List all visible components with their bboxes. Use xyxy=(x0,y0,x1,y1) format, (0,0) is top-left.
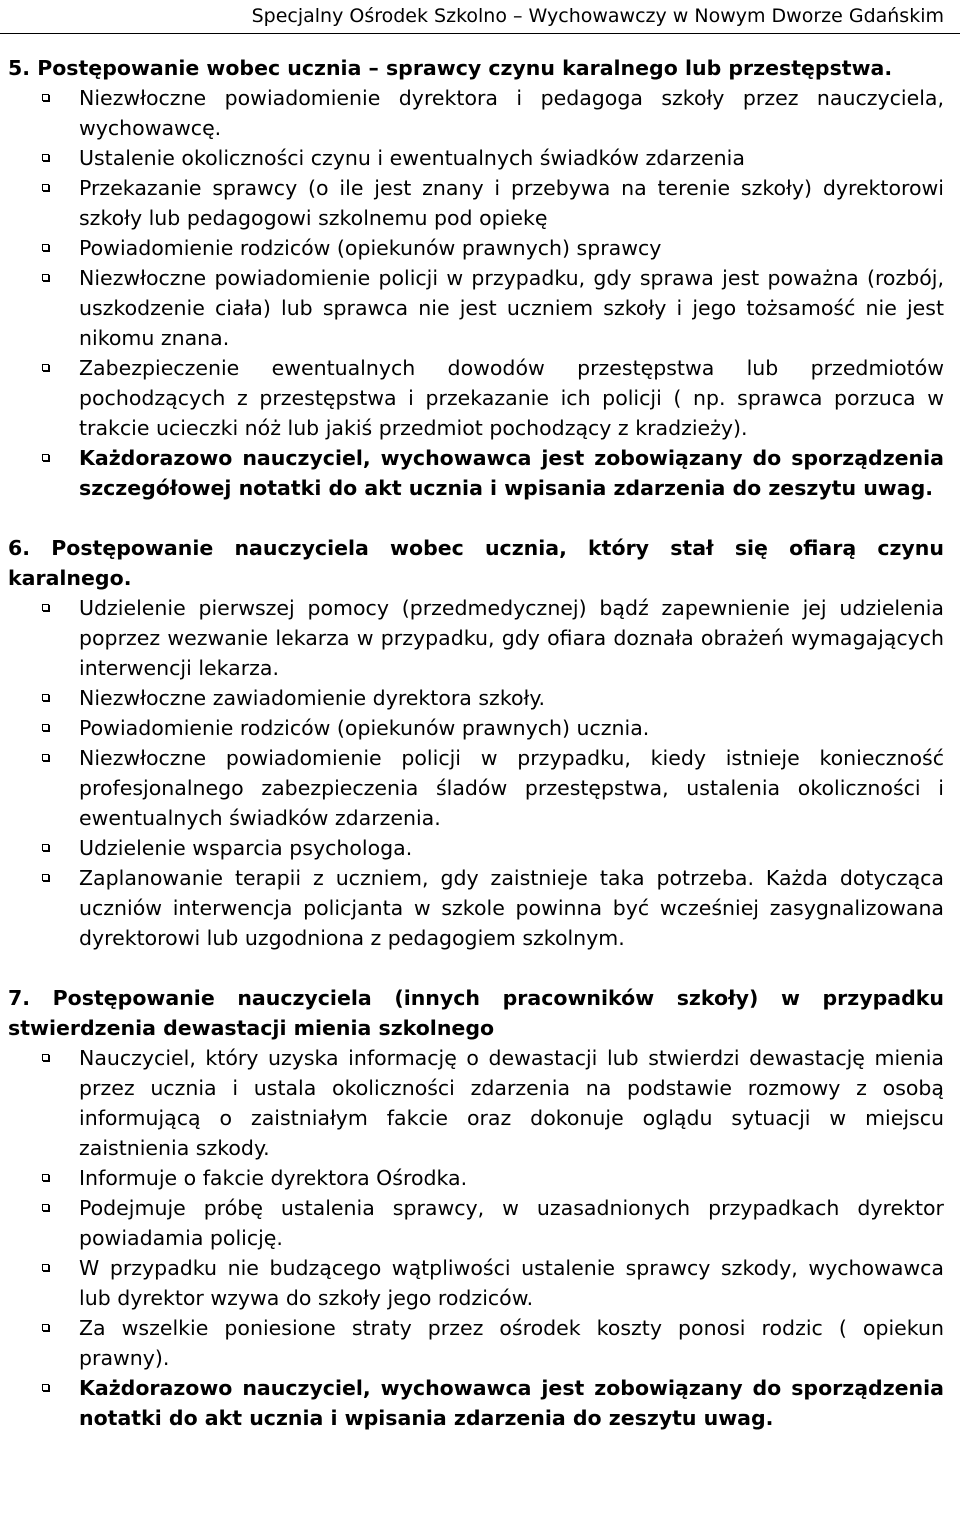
list-item-text: Udzielenie pierwszej pomocy (przedmedycznej) bądź zapewnienie jej udzielenia poprzez wezwanie lekarza w przypadku, gdy ofiara doznała obrażeń wymagających interwencji lekarza. xyxy=(79,596,944,680)
checkbox-bullet-icon xyxy=(42,1174,49,1181)
checkbox-bullet-icon xyxy=(42,154,49,161)
list-item-text: Zaplanowanie terapii z uczniem, gdy zaistnieje taka potrzeba. Każda dotycząca uczniów interwencja policjanta w szkole powinna być wcześniej zasygnalizowana dyrektorowi lub uzgodniona z pedagogiem szkolnym. xyxy=(79,866,944,950)
list-item xyxy=(8,593,944,683)
checkbox-bullet-icon xyxy=(42,244,49,251)
list-item xyxy=(8,1373,944,1433)
page-header xyxy=(0,0,960,36)
list-item xyxy=(8,1163,944,1193)
checkbox-bullet-icon xyxy=(42,1324,49,1331)
list-item-text: Informuje o fakcie dyrektora Ośrodka. xyxy=(79,1166,468,1190)
list-item-text: Każdorazowo nauczyciel, wychowawca jest zobowiązany do sporządzenia notatki do akt ucznia i wpisania zdarzenia do zeszytu uwag. xyxy=(79,1376,944,1430)
checkbox-bullet-icon xyxy=(42,454,49,461)
list-item xyxy=(8,233,944,263)
checkbox-bullet-icon xyxy=(42,754,49,761)
bullet-list xyxy=(8,593,944,953)
spacer xyxy=(8,503,944,533)
checkbox-bullet-icon xyxy=(42,874,49,881)
list-item-text: Podejmuje próbę ustalenia sprawcy, w uzasadnionych przypadkach dyrektor powiadamia policję. xyxy=(79,1196,944,1250)
section-6 xyxy=(8,533,944,953)
list-item-text: Każdorazowo nauczyciel, wychowawca jest zobowiązany do sporządzenia szczegółowej notatki do akt ucznia i wpisania zdarzenia do zeszytu uwag. xyxy=(79,446,944,500)
document-body xyxy=(8,53,944,1433)
list-item xyxy=(8,683,944,713)
list-item xyxy=(8,173,944,233)
list-item xyxy=(8,1313,944,1373)
checkbox-bullet-icon xyxy=(42,94,49,101)
list-item xyxy=(8,1043,944,1163)
list-item-text: Udzielenie wsparcia psychologa. xyxy=(79,836,413,860)
section-7 xyxy=(8,983,944,1433)
section-heading: 5. Postępowanie wobec ucznia – sprawcy czynu karalnego lub przestępstwa. xyxy=(8,56,893,80)
checkbox-bullet-icon xyxy=(42,844,49,851)
list-item xyxy=(8,1193,944,1253)
checkbox-bullet-icon xyxy=(42,694,49,701)
bullet-list xyxy=(8,1043,944,1433)
list-item xyxy=(8,353,944,443)
checkbox-bullet-icon xyxy=(42,1204,49,1211)
header-title: Specjalny Ośrodek Szkolno – Wychowawczy w Nowym Dworze Gdańskim xyxy=(251,5,944,27)
checkbox-bullet-icon xyxy=(42,604,49,611)
list-item-text: Zabezpieczenie ewentualnych dowodów przestępstwa lub przedmiotów pochodzących z przestępstwa i przekazanie ich policji ( np. sprawca porzuca w trakcie ucieczki nóż lub jakiś przedmiot pochodzący z kradzieży). xyxy=(79,356,944,440)
section-heading: 6. Postępowanie nauczyciela wobec ucznia, który stał się ofiarą czynu karalnego. xyxy=(8,536,944,590)
list-item xyxy=(8,143,944,173)
checkbox-bullet-icon xyxy=(42,274,49,281)
list-item xyxy=(8,263,944,353)
section-heading: 7. Postępowanie nauczyciela (innych pracowników szkoły) w przypadku stwierdzenia dewastacji mienia szkolnego xyxy=(8,986,944,1040)
checkbox-bullet-icon xyxy=(42,184,49,191)
list-item-text: Niezwłoczne zawiadomienie dyrektora szkoły. xyxy=(79,686,546,710)
list-item-text: Nauczyciel, który uzyska informację o dewastacji lub stwierdzi dewastację mienia przez ucznia i ustala okoliczności zdarzenia na podstawie rozmowy z osobą informującą o zaistniałym fakcie oraz dokonuje oglądu sytuacji w miejscu zaistnienia szkody. xyxy=(79,1046,944,1160)
list-item-text: Niezwłoczne powiadomienie dyrektora i pedagoga szkoły przez nauczyciela, wychowawcę. xyxy=(79,86,944,140)
list-item xyxy=(8,1253,944,1313)
list-item-text: Powiadomienie rodziców (opiekunów prawnych) sprawcy xyxy=(79,236,662,260)
list-item-text: Przekazanie sprawcy (o ile jest znany i przebywa na terenie szkoły) dyrektorowi szkoły lub pedagogowi szkolnemu pod opiekę xyxy=(79,176,944,230)
list-item xyxy=(8,83,944,143)
checkbox-bullet-icon xyxy=(42,1264,49,1271)
checkbox-bullet-icon xyxy=(42,1054,49,1061)
list-item-text: Niezwłoczne powiadomienie policji w przypadku, kiedy istnieje konieczność profesjonalnego zabezpieczenia śladów przestępstwa, ustalenia okoliczności i ewentualnych świadków zdarzenia. xyxy=(79,746,944,830)
checkbox-bullet-icon xyxy=(42,364,49,371)
checkbox-bullet-icon xyxy=(42,724,49,731)
list-item xyxy=(8,863,944,953)
header-rule xyxy=(0,33,960,34)
section-5 xyxy=(8,53,944,503)
list-item-text: Niezwłoczne powiadomienie policji w przypadku, gdy sprawa jest poważna (rozbój, uszkodzenie ciała) lub sprawca nie jest uczniem szkoły i jego tożsamość nie jest nikomu znana. xyxy=(79,266,944,350)
list-item-text: Za wszelkie poniesione straty przez ośrodek koszty ponosi rodzic ( opiekun prawny). xyxy=(79,1316,944,1370)
spacer xyxy=(8,953,944,983)
list-item xyxy=(8,443,944,503)
list-item xyxy=(8,713,944,743)
list-item-text: Ustalenie okoliczności czynu i ewentualnych świadków zdarzenia xyxy=(79,146,745,170)
list-item xyxy=(8,743,944,833)
bullet-list xyxy=(8,83,944,503)
list-item-text: W przypadku nie budzącego wątpliwości ustalenie sprawcy szkody, wychowawca lub dyrektor wzywa do szkoły jego rodziców. xyxy=(79,1256,944,1310)
list-item xyxy=(8,833,944,863)
list-item-text: Powiadomienie rodziców (opiekunów prawnych) ucznia. xyxy=(79,716,650,740)
checkbox-bullet-icon xyxy=(42,1384,49,1391)
